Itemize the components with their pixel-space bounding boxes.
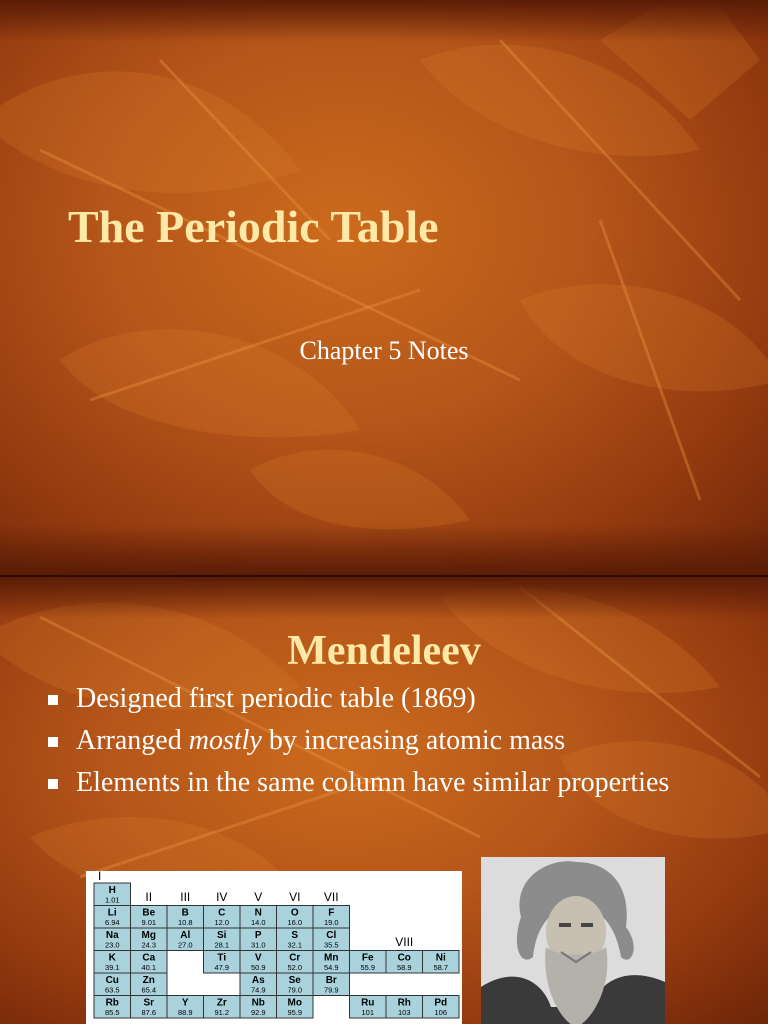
element-mass: 6.94 <box>104 918 120 927</box>
element-mass: 58.7 <box>433 963 449 972</box>
bullet-marker <box>48 779 58 789</box>
group-label: I <box>98 871 102 883</box>
element-symbol: Nb <box>251 997 265 1009</box>
element-symbol: Fe <box>361 952 374 964</box>
element-mass: 95.9 <box>287 1008 303 1017</box>
bullet-list <box>46 682 746 808</box>
bullet-text: Elements in the same column have similar properties <box>76 767 670 798</box>
element-symbol: Mg <box>141 930 156 941</box>
element-mass: 35.5 <box>323 940 339 950</box>
bullet-marker <box>48 695 58 705</box>
element-mass: 92.9 <box>250 1008 266 1017</box>
element-mass: 47.9 <box>214 963 230 972</box>
element-symbol: Ni <box>435 952 446 964</box>
element-mass: 85.5 <box>104 1008 120 1017</box>
element-symbol: Se <box>288 975 301 986</box>
element-mass: 55.9 <box>360 963 376 972</box>
element-symbol: Na <box>105 930 119 941</box>
element-mass: 58.9 <box>396 963 412 972</box>
element-mass: 32.1 <box>287 940 303 950</box>
group-label: V <box>254 890 263 904</box>
element-symbol: V <box>254 952 262 964</box>
mendeleev-portrait <box>481 857 665 1024</box>
element-mass: 14.0 <box>250 918 266 927</box>
element-symbol: Cu <box>105 975 119 986</box>
bullet-emphasis: mostly <box>188 725 262 756</box>
element-symbol: Cl <box>326 930 337 941</box>
periodic-table-graphic <box>86 871 462 1024</box>
element-mass: 19.0 <box>323 918 339 927</box>
group-label: VIII <box>395 935 414 949</box>
element-mass: 16.0 <box>287 918 303 927</box>
element-mass: 101 <box>361 1008 375 1017</box>
element-symbol: As <box>251 975 265 986</box>
element-mass: 91.2 <box>214 1008 230 1017</box>
group-label: VI <box>289 890 301 904</box>
element-mass: 79.0 <box>287 985 303 995</box>
element-mass: 74.9 <box>250 985 266 995</box>
element-symbol: K <box>108 952 116 964</box>
element-symbol: O <box>290 907 299 919</box>
element-symbol: Rh <box>397 997 411 1009</box>
element-mass: 106 <box>434 1008 448 1017</box>
bullet-text: Designed first periodic table (1869) <box>76 683 476 714</box>
element-mass: 79.9 <box>323 985 339 995</box>
element-symbol: Si <box>217 930 227 941</box>
element-symbol: Be <box>142 907 156 919</box>
element-mass: 50.9 <box>250 963 266 972</box>
element-mass: 39.1 <box>104 963 120 972</box>
element-symbol: N <box>254 907 262 919</box>
element-symbol: Co <box>397 952 411 964</box>
element-mass: 52.0 <box>287 963 303 972</box>
element-symbol: Pd <box>434 997 448 1009</box>
group-label: IV <box>216 890 228 904</box>
bullet-marker <box>48 737 58 747</box>
element-symbol: Rb <box>105 997 119 1009</box>
element-symbol: F <box>328 907 335 919</box>
element-mass: 27.0 <box>177 940 193 950</box>
element-mass: 9.01 <box>141 918 157 927</box>
element-symbol: Sr <box>143 997 155 1009</box>
element-mass: 63.5 <box>104 985 120 995</box>
element-mass: 12.0 <box>214 918 230 927</box>
element-symbol: Cr <box>289 952 301 964</box>
element-mass: 10.8 <box>177 918 193 927</box>
element-symbol: C <box>218 907 226 919</box>
bullet-item <box>46 724 746 758</box>
element-mass: 65.4 <box>141 985 157 995</box>
mendeleev-slide <box>0 577 768 1024</box>
element-symbol: H <box>108 885 116 896</box>
element-symbol: Y <box>181 997 189 1009</box>
slide-title: Mendeleev <box>287 628 481 674</box>
element-mass: 54.9 <box>323 963 339 972</box>
bullet-text: Arranged <box>76 725 189 756</box>
element-mass: 103 <box>397 1008 411 1017</box>
group-label: VII <box>323 890 339 904</box>
bullet-item <box>46 766 746 800</box>
element-symbol: Li <box>107 907 117 919</box>
element-symbol: Zr <box>216 997 227 1009</box>
mendeleev-periodic-table <box>86 871 462 1024</box>
element-mass: 1.01 <box>104 895 120 905</box>
element-symbol: Ca <box>142 952 156 964</box>
element-mass: 23.0 <box>104 940 120 950</box>
bullet-text: by increasing atomic mass <box>261 725 566 756</box>
group-label: III <box>180 890 191 904</box>
element-symbol: Br <box>325 975 337 986</box>
element-mass: 28.1 <box>214 940 230 950</box>
bullet-item <box>46 682 746 716</box>
element-symbol: Mo <box>287 997 302 1009</box>
element-symbol: B <box>181 907 189 919</box>
element-symbol: Mn <box>324 952 339 964</box>
element-mass: 87.6 <box>141 1008 157 1017</box>
element-symbol: P <box>254 930 262 941</box>
element-mass: 88.9 <box>177 1008 193 1017</box>
element-symbol: Al <box>180 930 191 941</box>
element-symbol: Ti <box>217 952 227 964</box>
element-symbol: S <box>291 930 299 941</box>
group-label: II <box>145 890 153 904</box>
slide-subtitle: Chapter 5 Notes <box>299 336 469 365</box>
element-symbol: Zn <box>142 975 155 986</box>
element-symbol: Ru <box>361 997 375 1009</box>
element-mass: 31.0 <box>250 940 266 950</box>
element-mass: 40.1 <box>141 963 157 972</box>
slide-title: The Periodic Table <box>68 201 439 252</box>
element-mass: 24.3 <box>141 940 157 950</box>
